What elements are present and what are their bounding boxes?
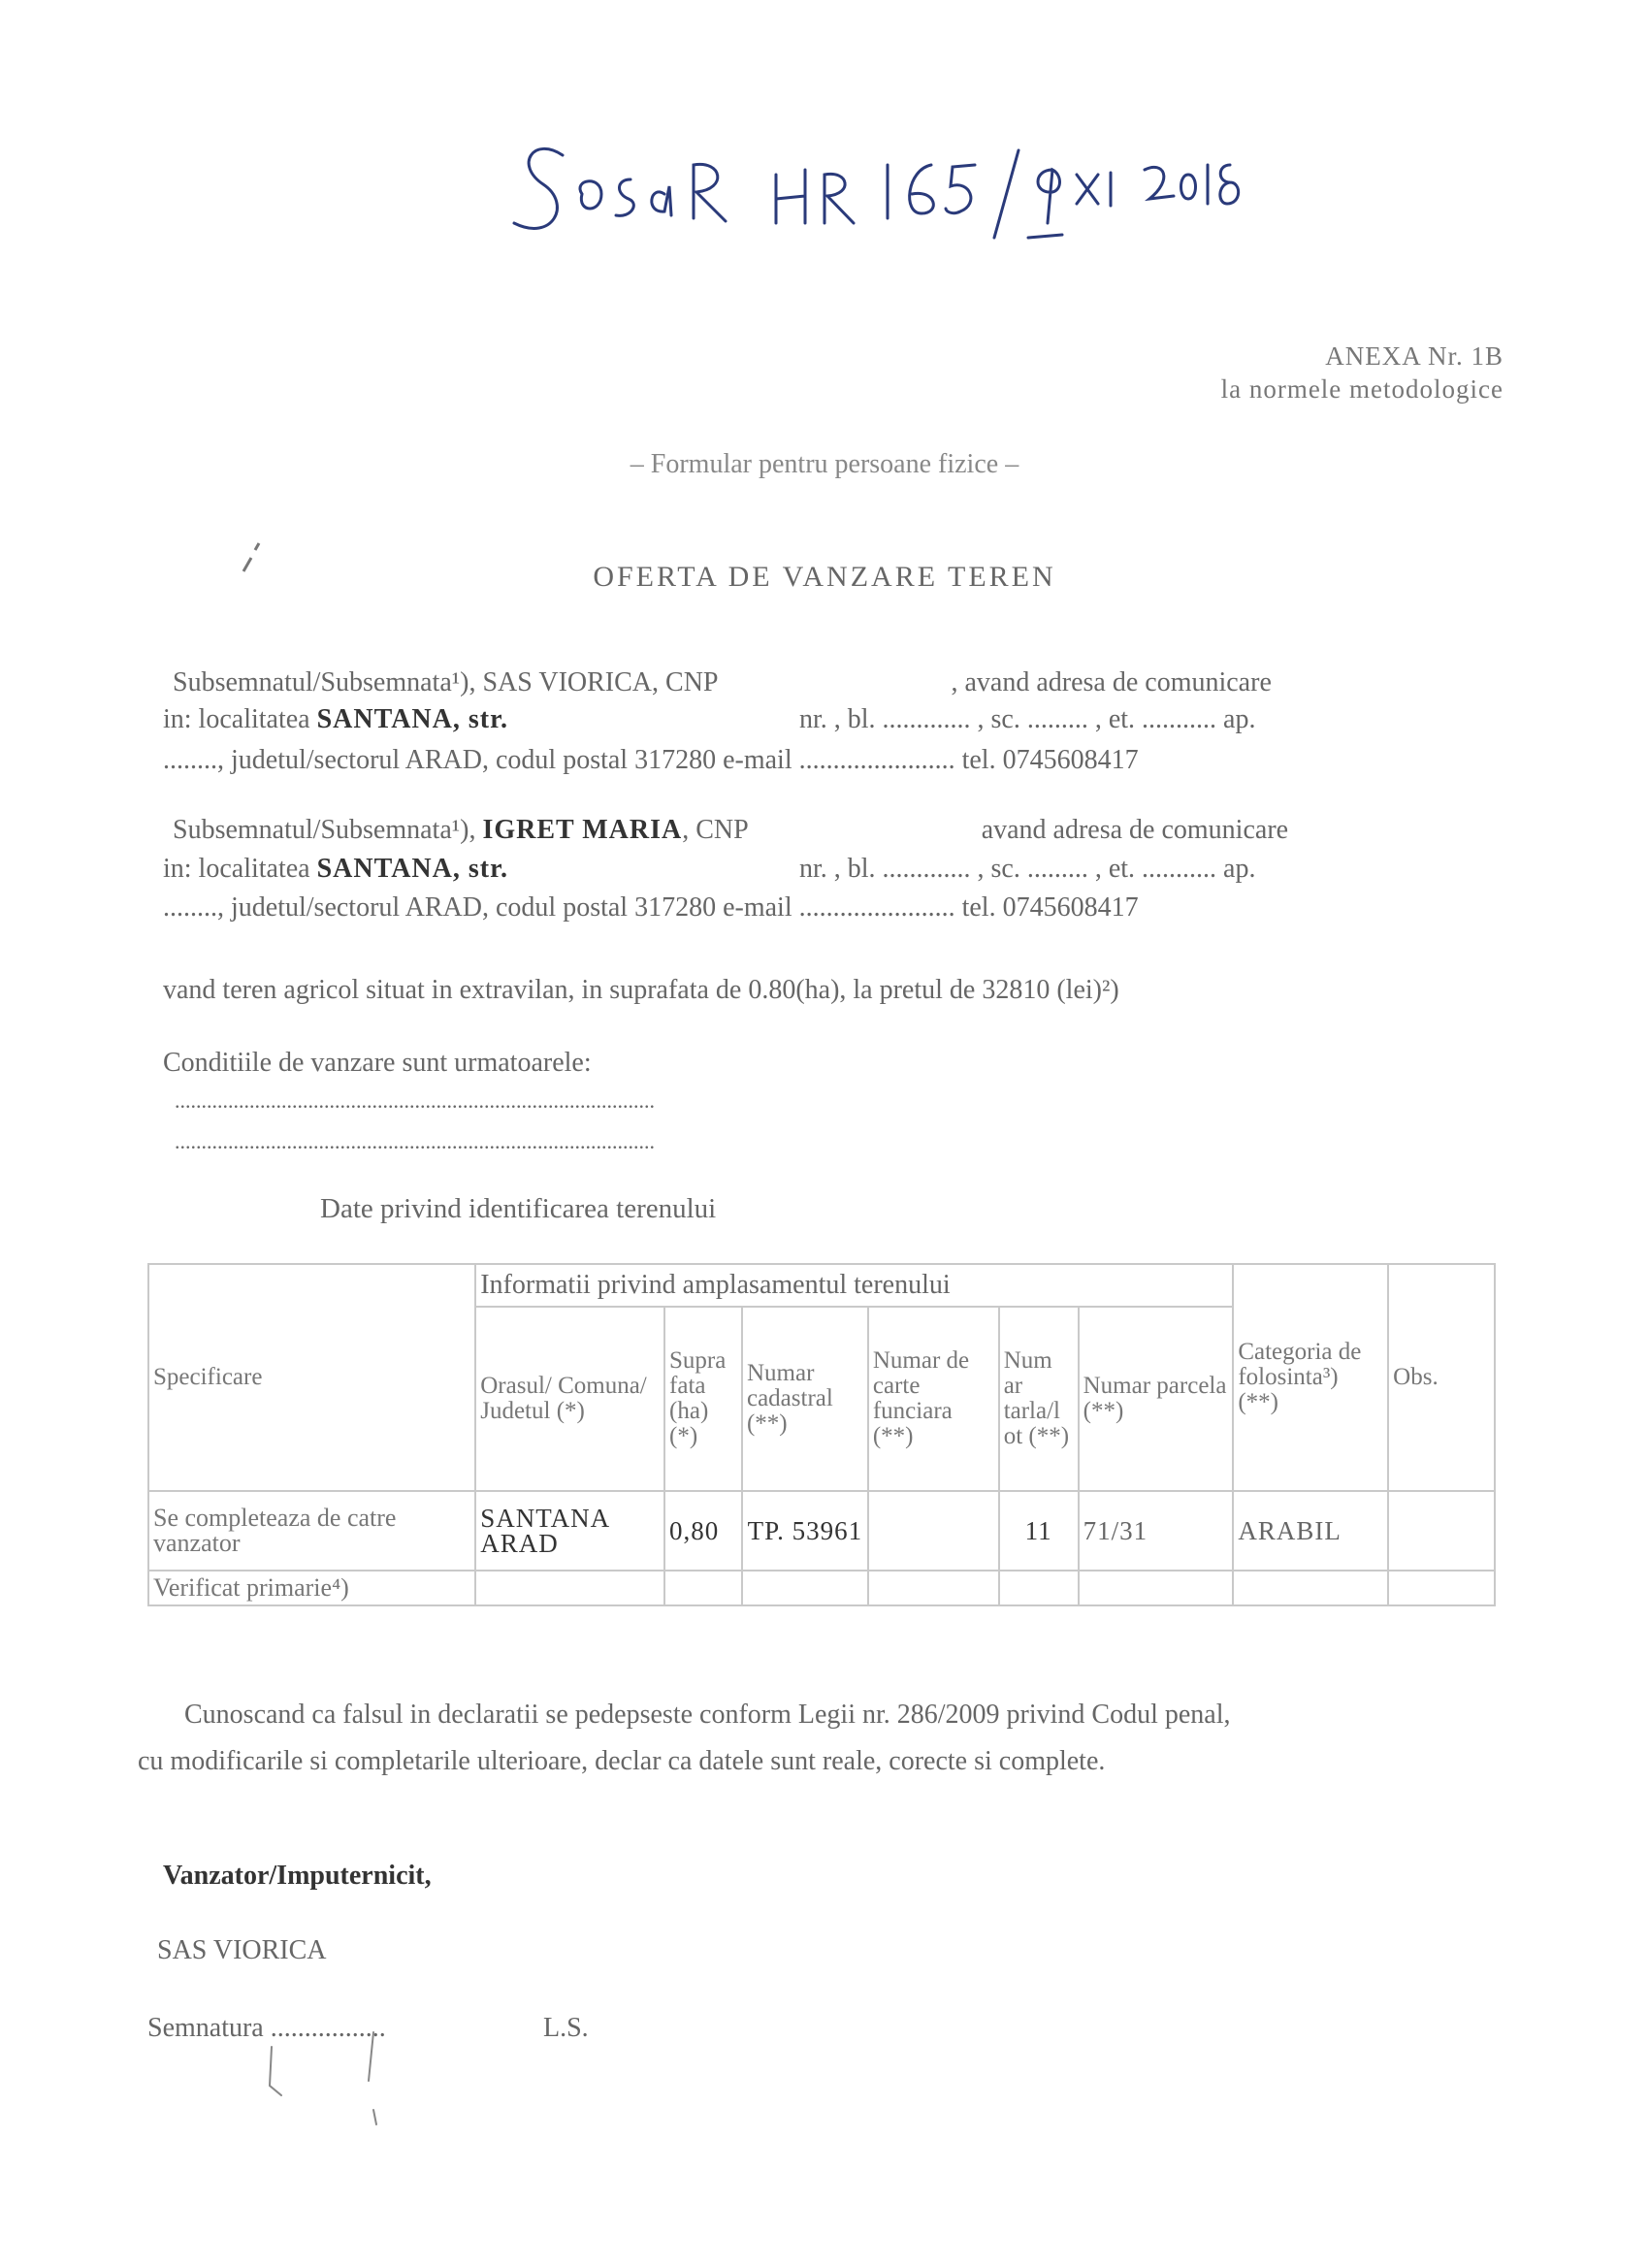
redacted-street (508, 875, 799, 877)
table-row (148, 1491, 1495, 1571)
header-specification: Specificare (148, 1264, 475, 1491)
annex-reference (1221, 340, 1504, 405)
seller1-address-label: , avand adresa de comunicare (951, 667, 1272, 697)
row-label-town-hall: Verificat primarie⁴) (148, 1571, 475, 1605)
seller1-contact: , codul postal 317280 e-mail ....................... tel. 0745608417 (481, 745, 1139, 775)
seller2-line3 (163, 892, 1139, 923)
signature-field: Semnatura ................. (147, 2013, 386, 2043)
seller2-address-details: nr. , bl. ............. , sc. ......... , et. ........... ap. (798, 854, 1256, 884)
county-label: ........, judetul/sectorul (163, 892, 405, 923)
cell-use-category: ARABIL (1233, 1491, 1388, 1571)
cell-empty (1388, 1571, 1495, 1605)
seller1-locality: SANTANA (316, 704, 453, 734)
cell-tarla: 11 (999, 1491, 1079, 1571)
handwritten-registration-note (504, 126, 1242, 252)
cell-empty (999, 1571, 1079, 1605)
seller1-cnp-label: , CNP (652, 667, 719, 697)
declaration-line-1: Cunoscand ca falsul in declaratii se pedepseste conform Legii nr. 286/2009 privind Codul penal, (184, 1700, 1231, 1730)
conditions-dotted-line-1: .......................................................................................... (175, 1088, 655, 1113)
seller2-contact: , codul postal 317280 e-mail ....................... tel. 0745608417 (481, 892, 1139, 923)
form-subtitle: – Formular pentru persoane fizice – (630, 449, 1019, 479)
seal-placeholder: L.S. (543, 2013, 589, 2043)
county-label: ........, judetul/sectorul (163, 745, 405, 775)
seller2-name: IGRET MARIA (482, 815, 683, 845)
offer-statement: vand teren agricol situat in extravilan, in suprafata de 0.80(ha), la pretul de 32810 (lei)²) (163, 975, 1119, 1005)
street-label: , str. (452, 704, 508, 734)
signatory-name: SAS VIORICA (157, 1935, 327, 1965)
cell-parcel: 71/31 (1079, 1491, 1234, 1571)
cell-empty (868, 1571, 999, 1605)
cell-empty (1233, 1571, 1388, 1605)
redacted-cnp (718, 689, 951, 691)
cell-empty (664, 1571, 742, 1605)
cell-observations (1388, 1491, 1495, 1571)
cell-city: SANTANA ARAD (475, 1491, 664, 1571)
street-label: , str. (452, 854, 508, 884)
seller1-name: SAS VIORICA (482, 667, 653, 697)
seller1-line1 (173, 667, 1272, 698)
conditions-dotted-line-2: .......................................................................................... (175, 1129, 655, 1153)
signature-scribble (242, 1989, 398, 2134)
cell-land-book (868, 1491, 999, 1571)
header-tarla: Num ar tarla/l ot (**) (999, 1307, 1079, 1491)
redacted-street (508, 726, 799, 728)
header-city: Orasul/ Comuna/ Judetul (*) (475, 1307, 664, 1491)
row-label-seller: Se completeaza de catre vanzator (148, 1491, 475, 1571)
annex-number: ANEXA Nr. 1B (1325, 341, 1504, 371)
land-identification-table (147, 1263, 1496, 1606)
locality-label: in: localitatea (163, 854, 317, 884)
declaration-line-2: cu modificarile si completarile ulterioare, declar ca datele sunt reale, corecte si complete. (138, 1746, 1106, 1776)
seller1-line2 (163, 704, 1255, 735)
seller2-label: Subsemnatul/Subsemnata¹), (173, 815, 483, 845)
header-parcel: Numar parcela (**) (1079, 1307, 1234, 1491)
document-title: OFERTA DE VANZARE TEREN (593, 561, 1056, 593)
seller1-label: Subsemnatul/Subsemnata¹), (173, 667, 483, 697)
cell-cadastral: TP. 53961 (742, 1491, 868, 1571)
conditions-label: Conditiile de vanzare sunt urmatoarele: (163, 1048, 592, 1078)
seller2-county: ARAD (404, 892, 482, 923)
seller2-cnp-label: , CNP (682, 815, 749, 845)
header-observations: Obs. (1388, 1264, 1495, 1491)
section-title: Date privind identificarea terenului (320, 1193, 717, 1224)
cell-area: 0,80 (664, 1491, 742, 1571)
cell-empty (1079, 1571, 1234, 1605)
redacted-cnp (749, 836, 982, 838)
header-land-book: Numar de carte funciara (**) (868, 1307, 999, 1491)
seller2-address-label: avand adresa de comunicare (981, 815, 1289, 845)
seller1-county: ARAD (404, 745, 482, 775)
seller2-line1 (173, 815, 1288, 846)
seller2-locality: SANTANA (316, 854, 453, 884)
locality-label: in: localitatea (163, 704, 317, 734)
table-row (148, 1571, 1495, 1605)
annex-norms: la normele metodologice (1220, 374, 1504, 404)
cell-empty (475, 1571, 664, 1605)
seller1-address-details: nr. , bl. ............. , sc. ......... , et. ........... ap. (798, 704, 1256, 734)
signatory-role: Vanzator/Imputernicit, (163, 1861, 432, 1891)
header-cadastral: Numar cadastral (**) (742, 1307, 868, 1491)
header-location-info: Informatii privind amplasamentul terenului (475, 1264, 1233, 1307)
header-use-category: Categoria de folosinta³) (**) (1233, 1264, 1388, 1491)
seller2-line2 (163, 854, 1255, 885)
seller1-line3 (163, 745, 1139, 776)
cell-empty (742, 1571, 868, 1605)
header-area: Supra fata (ha) (*) (664, 1307, 742, 1491)
